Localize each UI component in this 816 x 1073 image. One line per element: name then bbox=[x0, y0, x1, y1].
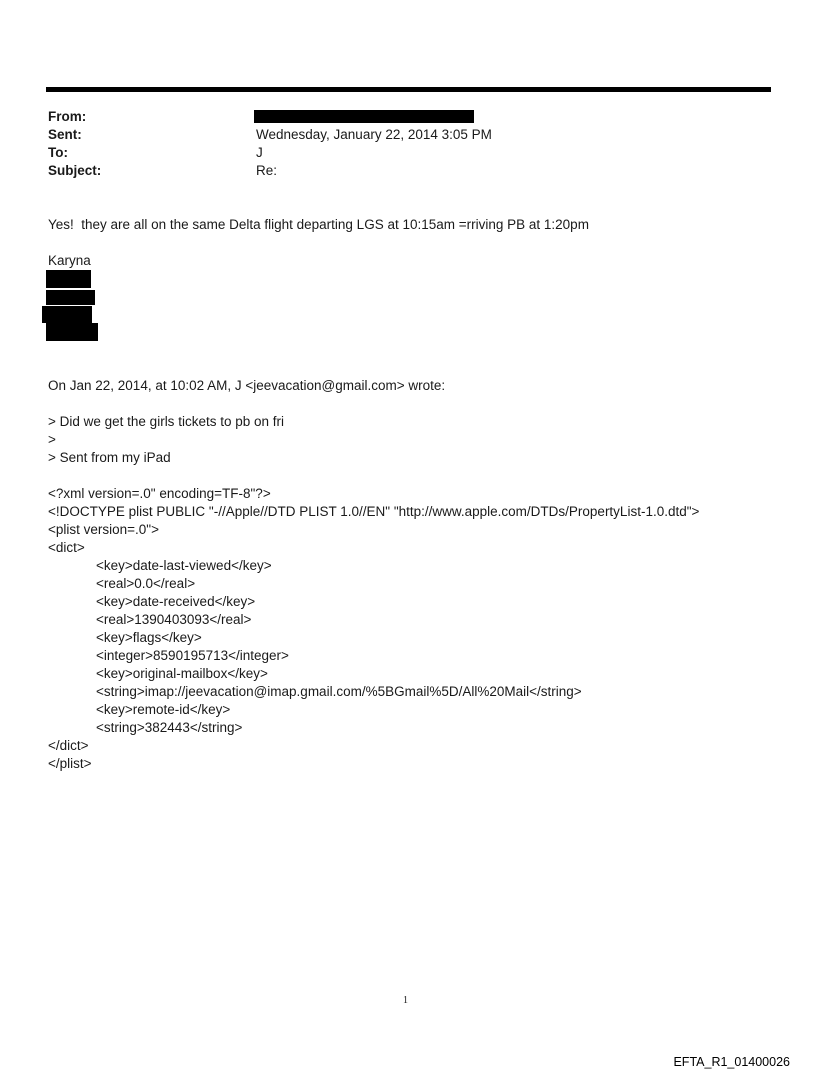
from-redaction bbox=[254, 110, 474, 123]
quoted-line: > bbox=[48, 432, 56, 447]
plist-line: </plist> bbox=[48, 756, 92, 771]
signature-redaction-2 bbox=[46, 290, 95, 305]
plist-line: </dict> bbox=[48, 738, 89, 753]
plist-line: <real>0.0</real> bbox=[96, 576, 196, 591]
subject-value: Re: bbox=[256, 163, 278, 178]
plist-line: <key>date-last-viewed</key> bbox=[96, 558, 272, 573]
plist-line: <!DOCTYPE plist PUBLIC "-//Apple//DTD PLIST 1.0//EN" "http://www.apple.com/DTDs/PropertyList-1.0.dtd"> bbox=[48, 504, 700, 519]
plist-line: <key>remote-id</key> bbox=[96, 702, 231, 717]
reply-line: Yes! they are all on the same Delta flight departing LGS at 10:15am =rriving PB at 1:20pm bbox=[48, 217, 589, 232]
from-label: From: bbox=[48, 109, 87, 124]
plist-line: <string>382443</string> bbox=[96, 720, 243, 735]
page-number: 1 bbox=[403, 995, 408, 1006]
plist-line: <key>flags</key> bbox=[96, 630, 202, 645]
subject-label: Subject: bbox=[48, 163, 102, 178]
quoted-line: > Did we get the girls tickets to pb on fri bbox=[48, 414, 284, 429]
signature-name: Karyna bbox=[48, 253, 91, 268]
plist-line: <integer>8590195713</integer> bbox=[96, 648, 289, 663]
to-value: J bbox=[256, 145, 263, 160]
plist-line: <?xml version=.0" encoding=TF-8"?> bbox=[48, 486, 271, 501]
quoted-line: > Sent from my iPad bbox=[48, 450, 171, 465]
sent-label: Sent: bbox=[48, 127, 82, 142]
document-id: EFTA_R1_01400026 bbox=[673, 1055, 790, 1069]
sent-value: Wednesday, January 22, 2014 3:05 PM bbox=[256, 127, 492, 142]
signature-redaction-3 bbox=[42, 306, 92, 323]
quote-intro: On Jan 22, 2014, at 10:02 AM, J <jeevacation@gmail.com> wrote: bbox=[48, 378, 446, 393]
plist-line: <string>imap://jeevacation@imap.gmail.com/%5BGmail%5D/All%20Mail</string> bbox=[96, 684, 582, 699]
plist-line: <key>original-mailbox</key> bbox=[96, 666, 268, 681]
signature-redaction-4 bbox=[46, 323, 98, 341]
plist-line: <dict> bbox=[48, 540, 85, 555]
plist-line: <real>1390403093</real> bbox=[96, 612, 252, 627]
plist-line: <plist version=.0"> bbox=[48, 522, 159, 537]
header-rule bbox=[46, 87, 771, 92]
to-label: To: bbox=[48, 145, 68, 160]
signature-redaction-1 bbox=[46, 270, 91, 288]
plist-line: <key>date-received</key> bbox=[96, 594, 256, 609]
